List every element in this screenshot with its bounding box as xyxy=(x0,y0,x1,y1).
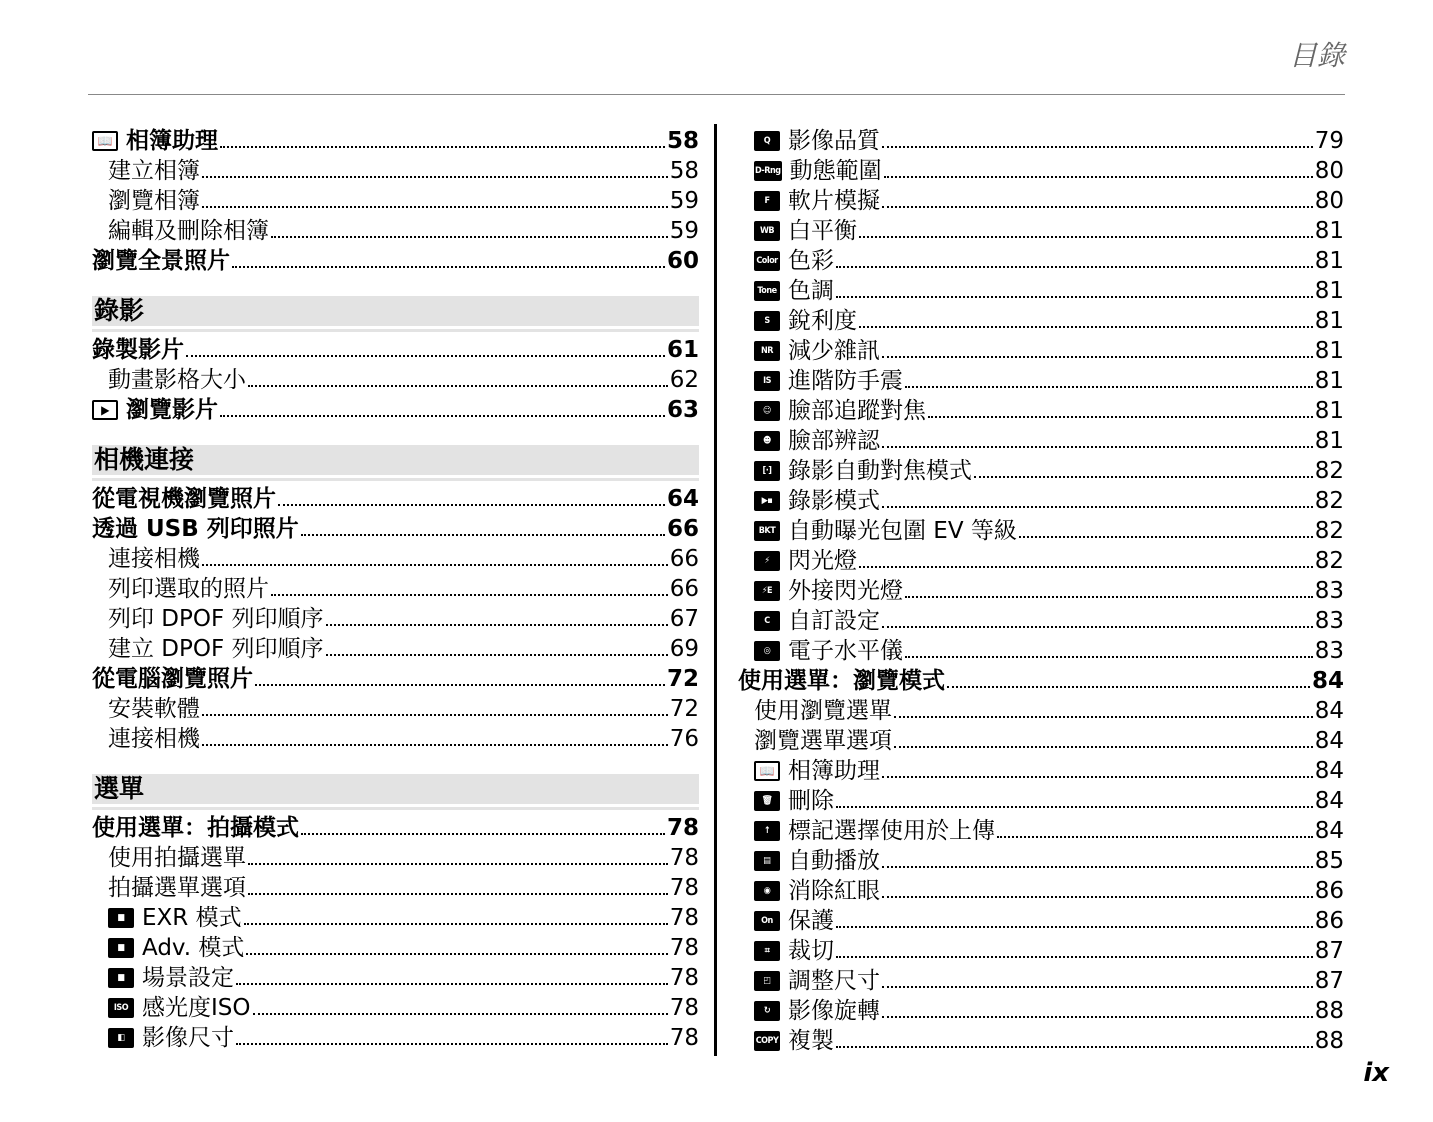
toc-entry-label: 色彩 xyxy=(788,248,834,274)
upload-icon: ↑ xyxy=(754,821,780,841)
dot-leader xyxy=(882,146,1313,148)
dot-leader xyxy=(884,176,1313,178)
toc-entry[interactable] xyxy=(92,931,699,961)
dot-leader xyxy=(882,206,1313,208)
dot-leader xyxy=(186,355,665,357)
toc-entry[interactable] xyxy=(738,874,1344,904)
toc-entry-label: 從電腦瀏覽照片 xyxy=(92,666,253,692)
toc-entry[interactable] xyxy=(92,991,699,1021)
toc-entry-label: 臉部追蹤對焦 xyxy=(788,398,926,424)
image-size-icon: ◧ xyxy=(108,1028,134,1048)
dot-leader xyxy=(248,893,668,895)
toc-entry[interactable] xyxy=(92,184,699,214)
toc-entry-page: 81 xyxy=(1314,278,1344,304)
toc-entry-label: 建立 DPOF 列印順序 xyxy=(108,636,324,662)
dot-leader xyxy=(859,236,1313,238)
dot-leader xyxy=(232,266,665,268)
toc-entry[interactable] xyxy=(738,904,1344,934)
stabilization-icon: IS xyxy=(754,371,780,391)
toc-entry[interactable] xyxy=(92,961,699,991)
dynamic-range-icon: D-Rng xyxy=(754,161,782,181)
toc-entry[interactable] xyxy=(738,154,1344,184)
toc-entry-label: 影像旋轉 xyxy=(788,998,880,1024)
toc-entry-page: 61 xyxy=(666,337,699,363)
toc-entry[interactable] xyxy=(738,184,1344,214)
toc-entry[interactable] xyxy=(738,454,1344,484)
toc-entry-label: 自動播放 xyxy=(788,848,880,874)
toc-entry[interactable] xyxy=(738,124,1344,154)
dot-leader xyxy=(202,564,668,566)
section-heading: 選單 xyxy=(92,774,699,807)
toc-entry[interactable] xyxy=(92,244,699,274)
toc-entry[interactable] xyxy=(92,632,699,662)
red-eye-icon: ◉ xyxy=(754,881,780,901)
toc-entry-label: 場景設定 xyxy=(142,965,234,991)
toc-entry[interactable] xyxy=(738,214,1344,244)
toc-entry[interactable] xyxy=(738,604,1344,634)
toc-entry-label: 保護 xyxy=(788,908,834,934)
toc-entry-label: 標記選擇使用於上傳 xyxy=(788,818,995,844)
toc-entry-page: 86 xyxy=(1314,878,1344,904)
crop-icon: ⌗ xyxy=(754,941,780,961)
toc-entry-label: 臉部辨認 xyxy=(788,428,880,454)
toc-entry-label: 透過 USB 列印照片 xyxy=(92,516,299,542)
toc-entry-label: 影像尺寸 xyxy=(142,1025,234,1051)
toc-entry-label: 錄製影片 xyxy=(92,337,184,363)
toc-entry-page: 83 xyxy=(1314,638,1344,664)
dot-leader xyxy=(997,836,1313,838)
resize-icon: ◰ xyxy=(754,971,780,991)
toc-entry-page: 87 xyxy=(1314,968,1344,994)
toc-entry-page: 78 xyxy=(669,935,699,961)
toc-entry-label: 自動曝光包圍 EV 等級 xyxy=(788,518,1017,544)
section-heading: 錄影 xyxy=(92,296,699,329)
toc-entry-page: 78 xyxy=(666,815,699,841)
dot-leader xyxy=(326,624,668,626)
toc-entry-page: 81 xyxy=(1314,218,1344,244)
dot-leader xyxy=(928,416,1313,418)
dot-leader xyxy=(202,176,668,178)
toc-entry-page: 82 xyxy=(1314,548,1344,574)
toc-entry-label: 瀏覽全景照片 xyxy=(92,248,230,274)
toc-entry-label: 連接相機 xyxy=(108,546,200,572)
toc-entry-page: 78 xyxy=(669,965,699,991)
dot-leader xyxy=(882,446,1313,448)
toc-entry-label: 編輯及刪除相簿 xyxy=(108,218,269,244)
toc-entry[interactable] xyxy=(92,871,699,901)
toc-entry-page: 82 xyxy=(1314,488,1344,514)
toc-entry[interactable] xyxy=(738,844,1344,874)
toc-entry-page: 85 xyxy=(1314,848,1344,874)
toc-entry[interactable] xyxy=(738,1024,1344,1054)
toc-entry-label: 閃光燈 xyxy=(788,548,857,574)
toc-entry-page: 84 xyxy=(1314,728,1344,754)
custom-settings-icon: C xyxy=(754,611,780,631)
toc-entry[interactable] xyxy=(92,692,699,722)
dot-leader xyxy=(278,504,665,506)
toc-entry-page: 66 xyxy=(669,546,699,572)
toc-entry[interactable] xyxy=(738,334,1344,364)
toc-entry-page: 78 xyxy=(669,995,699,1021)
toc-entry[interactable] xyxy=(738,544,1344,574)
toc-entry[interactable] xyxy=(92,482,699,512)
toc-entry[interactable] xyxy=(92,811,699,841)
toc-entry-page: 81 xyxy=(1314,308,1344,334)
toc-entry[interactable] xyxy=(92,154,699,184)
toc-left-column xyxy=(92,124,699,1051)
toc-entry[interactable] xyxy=(738,634,1344,664)
toc-entry-label: 拍攝選單選項 xyxy=(108,875,246,901)
dot-leader xyxy=(836,1046,1313,1048)
toc-entry[interactable] xyxy=(738,694,1344,724)
toc-entry-label: 相簿助理 xyxy=(126,128,218,154)
toc-entry[interactable] xyxy=(738,514,1344,544)
toc-entry[interactable] xyxy=(738,244,1344,274)
toc-entry-label: 從電視機瀏覽照片 xyxy=(92,486,276,512)
toc-entry[interactable] xyxy=(738,664,1344,694)
toc-entry[interactable] xyxy=(92,1021,699,1051)
dot-leader xyxy=(271,594,668,596)
toc-entry-label: 減少雜訊 xyxy=(788,338,880,364)
toc-entry[interactable] xyxy=(92,572,699,602)
toc-entry-label: 使用選單：瀏覽模式 xyxy=(738,668,945,694)
toc-entry-label: 軟片模擬 xyxy=(788,188,880,214)
toc-entry[interactable] xyxy=(92,542,699,572)
toc-entry[interactable] xyxy=(92,333,699,363)
toc-entry-page: 88 xyxy=(1314,1028,1344,1054)
dot-leader xyxy=(894,746,1313,748)
toc-entry-label: 刪除 xyxy=(788,788,834,814)
dot-leader xyxy=(836,926,1313,928)
toc-entry[interactable] xyxy=(92,662,699,692)
toc-entry[interactable] xyxy=(738,964,1344,994)
dot-leader xyxy=(905,386,1313,388)
toc-entry-page: 83 xyxy=(1314,608,1344,634)
toc-entry-page: 84 xyxy=(1314,788,1344,814)
toc-entry-page: 84 xyxy=(1314,758,1344,784)
toc-entry-label: 銳利度 xyxy=(788,308,857,334)
toc-entry[interactable] xyxy=(738,994,1344,1024)
toc-entry-label: 錄影自動對焦模式 xyxy=(788,458,972,484)
toc-entry-page: 58 xyxy=(666,128,699,154)
section-heading: 相機連接 xyxy=(92,445,699,478)
toc-entry-label: 建立相簿 xyxy=(108,158,200,184)
toc-entry-page: 81 xyxy=(1314,338,1344,364)
toc-entry-page: 81 xyxy=(1314,398,1344,424)
toc-entry-label: 自訂設定 xyxy=(788,608,880,634)
toc-entry-page: 79 xyxy=(1314,128,1344,154)
dot-leader xyxy=(882,506,1313,508)
toc-entry-page: 72 xyxy=(666,666,699,692)
toc-entry-page: 82 xyxy=(1314,458,1344,484)
iso-icon: ISO xyxy=(108,998,134,1018)
toc-entry-page: 62 xyxy=(669,367,699,393)
copy-icon: COPY xyxy=(754,1031,780,1051)
page-number: ix xyxy=(1363,1058,1389,1088)
dot-leader xyxy=(301,534,665,536)
book-icon: 📖 xyxy=(754,761,780,781)
toc-entry-page: 63 xyxy=(666,397,699,423)
tone-icon: Tone xyxy=(754,281,780,301)
dot-leader xyxy=(882,776,1313,778)
flash-icon: ⚡ xyxy=(754,551,780,571)
toc-entry-page: 66 xyxy=(666,516,699,542)
toc-entry[interactable] xyxy=(738,424,1344,454)
dot-leader xyxy=(859,326,1313,328)
toc-entry[interactable] xyxy=(738,394,1344,424)
toc-entry-label: 瀏覽相簿 xyxy=(108,188,200,214)
dot-leader xyxy=(248,863,668,865)
dot-leader xyxy=(882,356,1313,358)
rotate-icon: ↻ xyxy=(754,1001,780,1021)
toc-entry-page: 78 xyxy=(669,875,699,901)
noise-reduction-icon: NR xyxy=(754,341,780,361)
toc-entry-page: 78 xyxy=(669,905,699,931)
dot-leader xyxy=(947,686,1310,688)
dot-leader xyxy=(882,866,1313,868)
toc-entry-page: 59 xyxy=(669,218,699,244)
camera-icon: ■ xyxy=(108,938,134,958)
erase-icon: 🗑 xyxy=(754,791,780,811)
dot-leader xyxy=(248,385,668,387)
movie-mode-icon: ▶▪ xyxy=(754,491,780,511)
toc-entry-page: 84 xyxy=(1311,668,1344,694)
header-divider xyxy=(88,94,1345,95)
toc-entry-label: 使用選單：拍攝模式 xyxy=(92,815,299,841)
toc-entry-page: 84 xyxy=(1314,818,1344,844)
toc-entry[interactable] xyxy=(738,484,1344,514)
toc-entry-page: 83 xyxy=(1314,578,1344,604)
toc-entry[interactable] xyxy=(92,124,699,154)
toc-entry[interactable] xyxy=(92,722,699,752)
dot-leader xyxy=(220,415,665,417)
dot-leader xyxy=(974,476,1313,478)
dot-leader xyxy=(836,266,1313,268)
external-flash-icon: ⚡E xyxy=(754,581,780,601)
dot-leader xyxy=(255,684,665,686)
toc-entry-page: 60 xyxy=(666,248,699,274)
toc-entry[interactable] xyxy=(738,574,1344,604)
toc-entry[interactable] xyxy=(92,901,699,931)
toc-entry[interactable] xyxy=(738,304,1344,334)
toc-entry-page: 87 xyxy=(1314,938,1344,964)
toc-entry-label: 動態範圍 xyxy=(789,158,882,184)
color-icon: Color xyxy=(754,251,780,271)
dot-leader xyxy=(236,1043,668,1045)
protect-icon: On xyxy=(754,911,780,931)
toc-entry-page: 81 xyxy=(1314,428,1344,454)
dot-leader xyxy=(271,236,668,238)
dot-leader xyxy=(202,206,668,208)
camera-icon: ■ xyxy=(108,968,134,988)
sharpness-icon: S xyxy=(754,311,780,331)
dot-leader xyxy=(246,953,667,955)
dot-leader xyxy=(905,656,1313,658)
toc-entry-label: 影像品質 xyxy=(788,128,880,154)
toc-entry-page: 76 xyxy=(669,726,699,752)
toc-entry-page: 88 xyxy=(1314,998,1344,1024)
dot-leader xyxy=(202,744,668,746)
toc-entry-label: 進階防手震 xyxy=(788,368,903,394)
toc-entry-page: 80 xyxy=(1314,158,1344,184)
movie-af-icon: [·] xyxy=(754,461,780,481)
toc-entry-label: 列印 DPOF 列印順序 xyxy=(108,606,324,632)
toc-entry-page: 78 xyxy=(669,845,699,871)
toc-entry-label: 色調 xyxy=(788,278,834,304)
toc-entry-page: 67 xyxy=(669,606,699,632)
toc-entry-page: 69 xyxy=(669,636,699,662)
toc-entry-label: 消除紅眼 xyxy=(788,878,880,904)
dot-leader xyxy=(236,983,668,985)
face-recognition-icon: ☻ xyxy=(754,431,780,451)
slideshow-icon: ▤ xyxy=(754,851,780,871)
toc-entry[interactable] xyxy=(92,363,699,393)
bracketing-icon: BKT xyxy=(754,521,780,541)
toc-right-column xyxy=(738,124,1344,1054)
toc-entry[interactable] xyxy=(738,754,1344,784)
toc-entry-page: 66 xyxy=(669,576,699,602)
toc-entry[interactable] xyxy=(738,814,1344,844)
dot-leader xyxy=(220,146,665,148)
dot-leader xyxy=(301,833,665,835)
dot-leader xyxy=(905,596,1313,598)
play-icon: ▶ xyxy=(92,400,118,420)
toc-entry-label: 相簿助理 xyxy=(788,758,880,784)
toc-entry-label: 白平衡 xyxy=(788,218,857,244)
book-icon: 📖 xyxy=(92,131,118,151)
toc-entry-page: 84 xyxy=(1314,698,1344,724)
toc-entry-page: 72 xyxy=(669,696,699,722)
toc-entry[interactable] xyxy=(738,934,1344,964)
toc-entry-label: 連接相機 xyxy=(108,726,200,752)
dot-leader xyxy=(882,896,1313,898)
toc-entry-label: 錄影模式 xyxy=(788,488,880,514)
toc-entry[interactable] xyxy=(92,214,699,244)
dot-leader xyxy=(836,296,1313,298)
toc-entry-page: 82 xyxy=(1314,518,1344,544)
toc-entry-label: 瀏覽影片 xyxy=(126,397,218,423)
toc-entry-label: EXR 模式 xyxy=(142,905,242,931)
toc-entry-page: 64 xyxy=(666,486,699,512)
dot-leader xyxy=(202,714,668,716)
dot-leader xyxy=(882,1016,1313,1018)
toc-entry-page: 80 xyxy=(1314,188,1344,214)
toc-entry-label: 裁切 xyxy=(788,938,834,964)
dot-leader xyxy=(836,806,1313,808)
toc-entry[interactable] xyxy=(738,784,1344,814)
page-header-title: 目錄 xyxy=(1288,39,1345,72)
toc-entry[interactable] xyxy=(92,393,699,423)
toc-entry-page: 81 xyxy=(1314,248,1344,274)
film-simulation-icon: F xyxy=(754,191,780,211)
dot-leader xyxy=(894,716,1313,718)
dot-leader xyxy=(836,956,1313,958)
toc-entry-label: 使用拍攝選單 xyxy=(108,845,246,871)
toc-entry[interactable] xyxy=(738,364,1344,394)
toc-entry[interactable] xyxy=(92,602,699,632)
toc-entry-label: 動畫影格大小 xyxy=(108,367,246,393)
toc-entry-label: 複製 xyxy=(788,1028,834,1054)
toc-entry-label: 外接閃光燈 xyxy=(788,578,903,604)
dot-leader xyxy=(253,1013,668,1015)
toc-entry[interactable] xyxy=(92,841,699,871)
toc-entry[interactable] xyxy=(738,274,1344,304)
dot-leader xyxy=(326,654,668,656)
dot-leader xyxy=(882,626,1313,628)
camera-icon: ■ xyxy=(108,908,134,928)
dot-leader xyxy=(882,986,1313,988)
toc-entry-label: 安裝軟體 xyxy=(108,696,200,722)
toc-entry-label: 列印選取的照片 xyxy=(108,576,269,602)
dot-leader xyxy=(859,566,1313,568)
toc-entry-page: 86 xyxy=(1314,908,1344,934)
toc-entry-page: 81 xyxy=(1314,368,1344,394)
toc-entry[interactable] xyxy=(92,512,699,542)
toc-entry-label: 電子水平儀 xyxy=(788,638,903,664)
face-tracking-icon: ☺ xyxy=(754,401,780,421)
image-quality-icon: Q xyxy=(754,131,780,151)
dot-leader xyxy=(1019,536,1313,538)
column-divider xyxy=(714,124,717,1056)
toc-entry-page: 58 xyxy=(669,158,699,184)
toc-entry-label: 調整尺寸 xyxy=(788,968,880,994)
white-balance-icon: WB xyxy=(754,221,780,241)
toc-entry-label: 瀏覽選單選項 xyxy=(754,728,892,754)
toc-entry-label: 使用瀏覽選單 xyxy=(754,698,892,724)
toc-entry-label: Adv. 模式 xyxy=(142,935,245,961)
toc-entry-page: 78 xyxy=(669,1025,699,1051)
level-icon: ◎ xyxy=(754,641,780,661)
dot-leader xyxy=(244,923,668,925)
toc-entry-page: 59 xyxy=(669,188,699,214)
toc-entry-label: 感光度ISO xyxy=(142,995,251,1021)
toc-entry[interactable] xyxy=(738,724,1344,754)
